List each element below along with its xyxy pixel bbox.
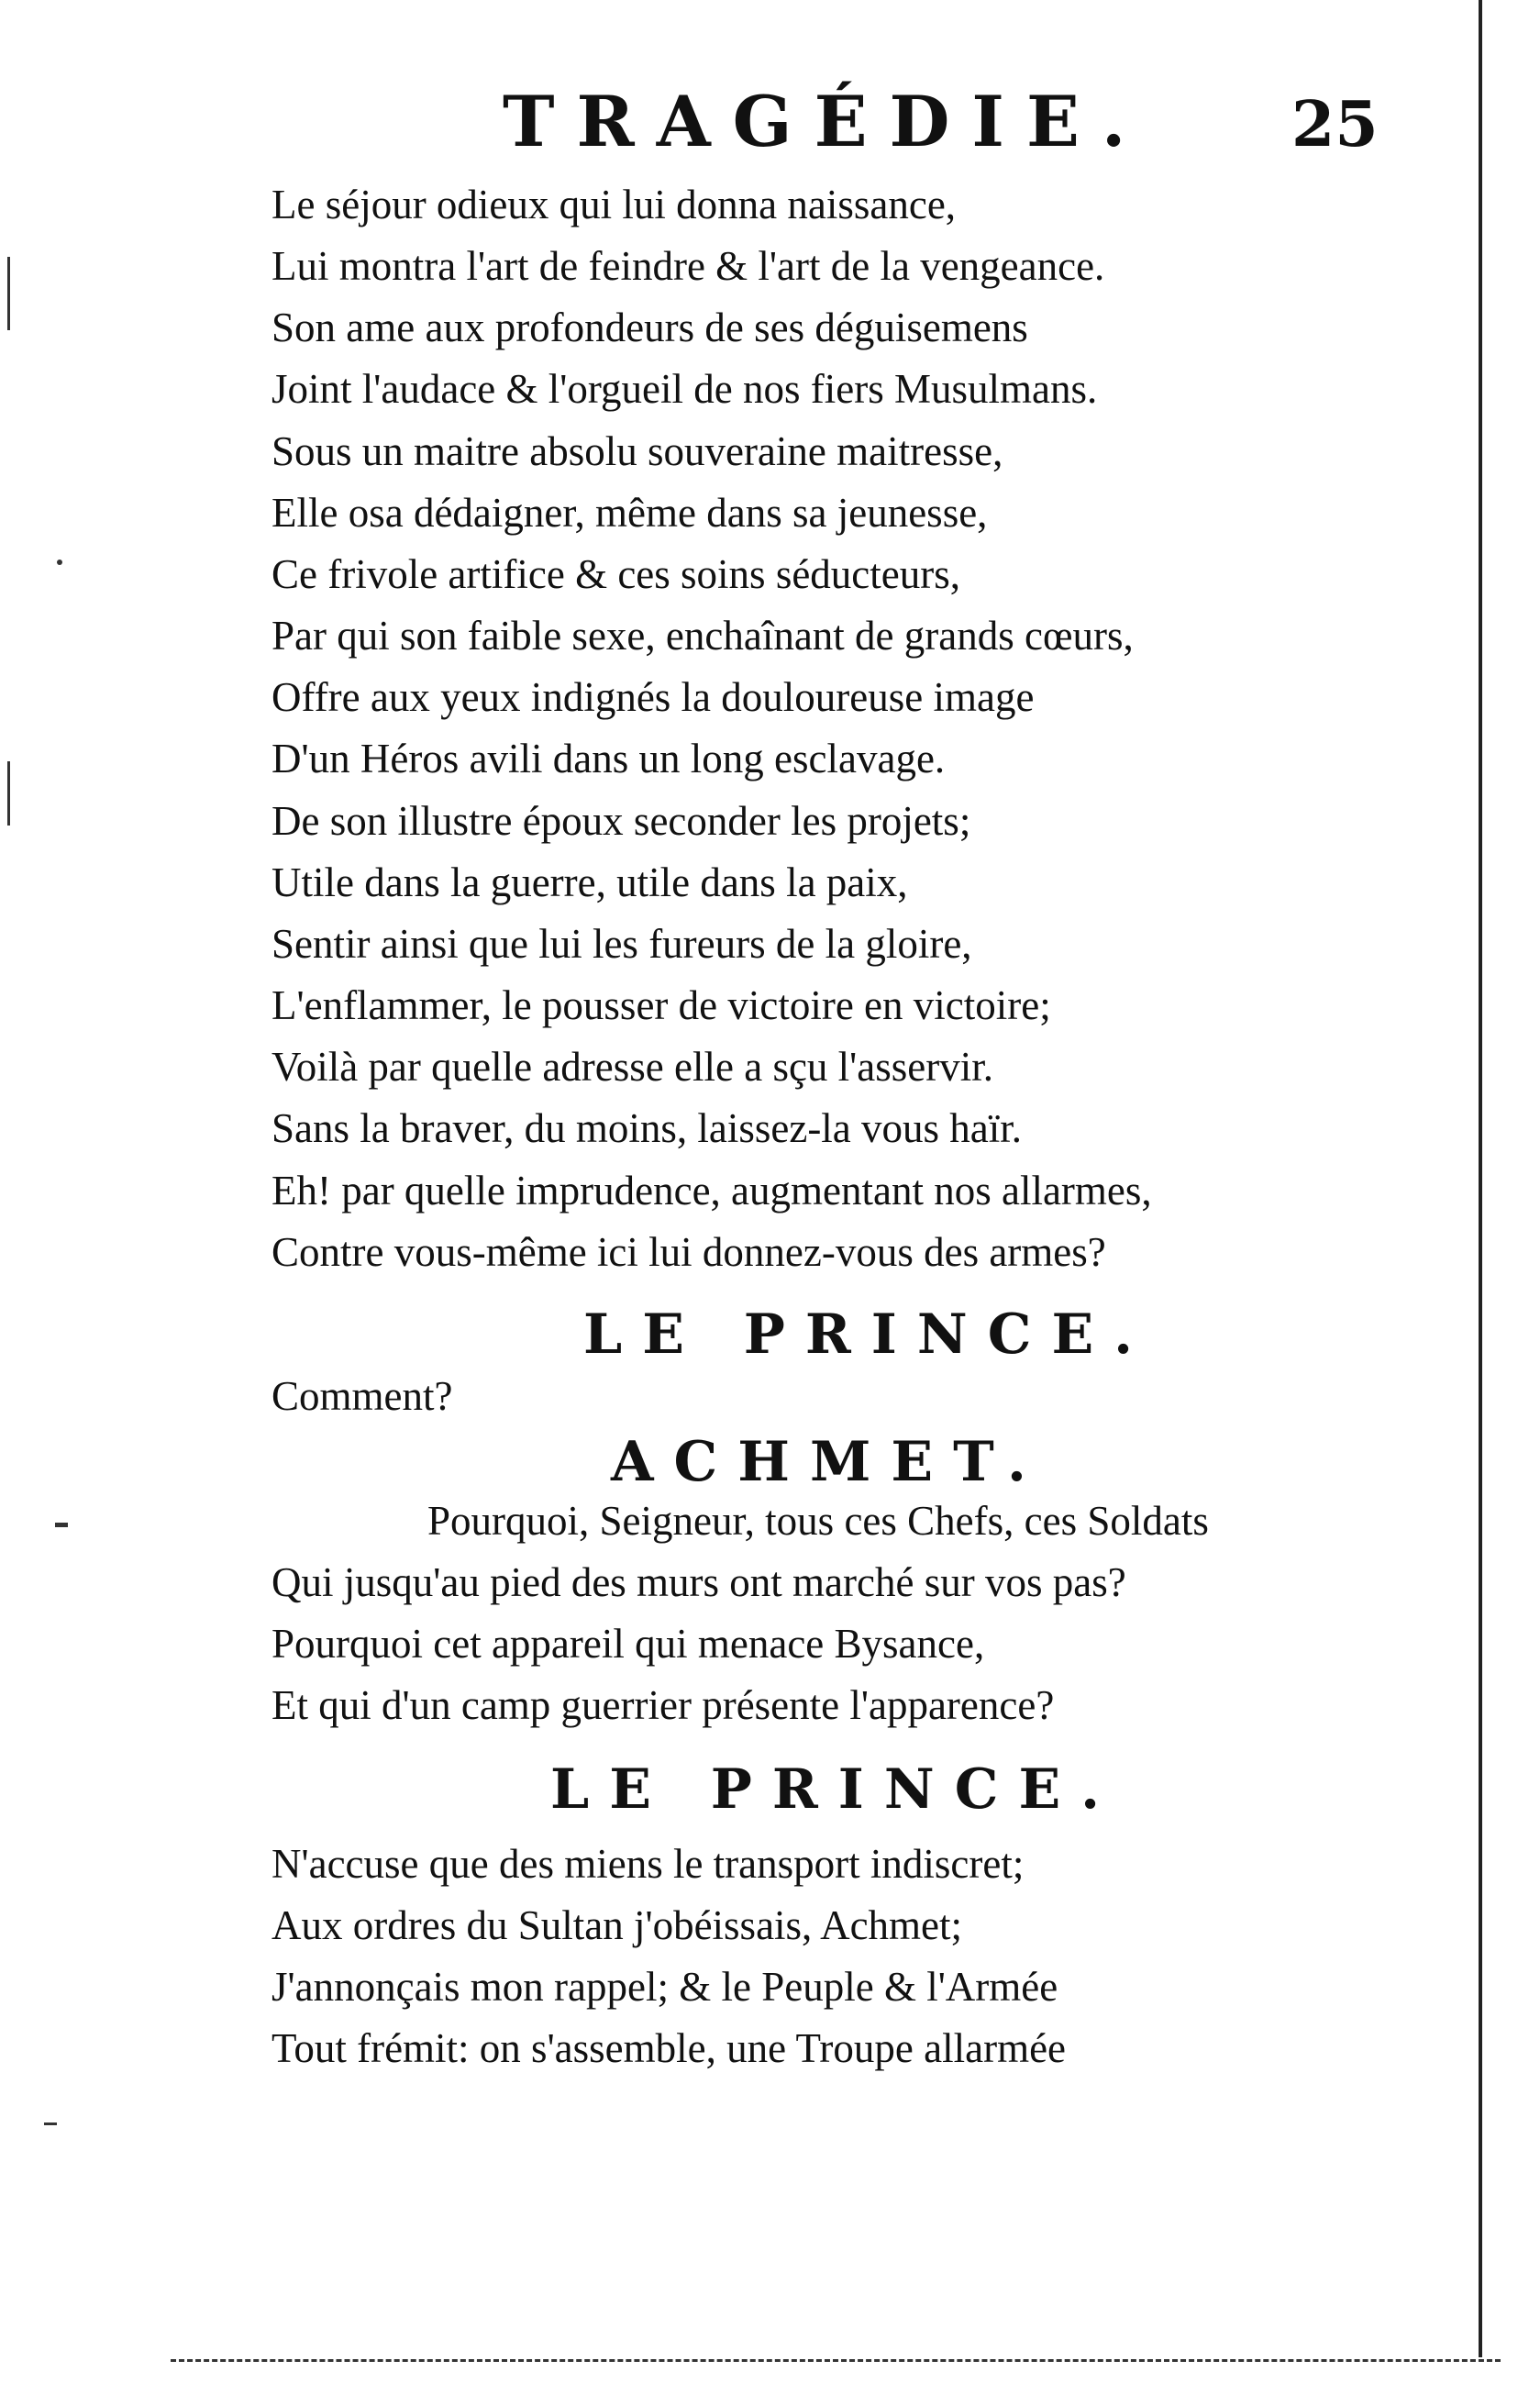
margin-mark	[7, 761, 10, 826]
verse-line: Qui jusqu'au pied des murs ont marché sur vos pas?	[271, 1559, 1126, 1605]
margin-mark	[55, 1523, 68, 1527]
verse-line: Pourquoi, Seigneur, tous ces Chefs, ces Soldats	[427, 1498, 1209, 1544]
page-number: 25	[1291, 88, 1379, 161]
verse-line: Comment?	[271, 1373, 453, 1419]
margin-mark	[57, 560, 62, 565]
verse-line: De son illustre époux seconder les projets;	[271, 798, 971, 844]
verse-line: Contre vous-même ici lui donnez-vous des armes?	[271, 1229, 1106, 1275]
verse-line: Utile dans la guerre, utile dans la paix,	[271, 859, 908, 905]
verse-line: Lui montra l'art de feindre & l'art de la vengeance.	[271, 243, 1105, 289]
verse-line: D'un Héros avili dans un long esclavage.	[271, 736, 946, 781]
margin-mark	[7, 257, 10, 330]
verse-line: Sentir ainsi que lui les fureurs de la gloire,	[271, 921, 972, 967]
verse-line: Le séjour odieux qui lui donna naissance,	[271, 182, 957, 227]
verse-line: L'enflammer, le pousser de victoire en victoire;	[271, 982, 1051, 1028]
verse-line: J'annonçais mon rappel; & le Peuple & l'Armée	[271, 1964, 1058, 2010]
verse-line: Tout frémit: on s'assemble, une Troupe allarmée	[271, 2025, 1067, 2071]
verse-line: Sous un maitre absolu souveraine maitresse,	[271, 428, 1003, 474]
margin-mark	[44, 2122, 57, 2125]
verse-line: N'accuse que des miens le transport indiscret;	[271, 1841, 1025, 1887]
verse-line: Offre aux yeux indignés la douloureuse image	[271, 674, 1035, 720]
verse-line: Joint l'audace & l'orgueil de nos fiers Musulmans.	[271, 366, 1098, 412]
right-edge-rule	[1479, 0, 1482, 2357]
verse-line: Et qui d'un camp guerrier présente l'apparence?	[271, 1682, 1055, 1728]
verse-line: Par qui son faible sexe, enchaînant de grands cœurs,	[271, 613, 1134, 659]
verse-line: Son ame aux profondeurs de ses déguisemens	[271, 305, 1028, 350]
speaker-name: LE PRINCE.	[583, 1302, 1154, 1367]
running-title: TRAGÉDIE.	[503, 81, 1148, 162]
verse-line: Voilà par quelle adresse elle a sçu l'asservir.	[271, 1044, 993, 1090]
bottom-edge-rule	[171, 2359, 1501, 2362]
verse-line: Aux ordres du Sultan j'obéissais, Achmet;	[271, 1902, 963, 1948]
speaker-name: ACHMET.	[611, 1430, 1047, 1494]
verse-line: Eh! par quelle imprudence, augmentant nos allarmes,	[271, 1168, 1152, 1214]
verse-line: Pourquoi cet appareil qui menace Bysance,	[271, 1621, 985, 1667]
verse-line: Elle osa dédaigner, même dans sa jeunesse,	[271, 490, 988, 536]
speaker-name: LE PRINCE.	[550, 1757, 1121, 1822]
verse-line: Sans la braver, du moins, laissez-la vous haïr.	[271, 1105, 1023, 1151]
verse-line: Ce frivole artifice & ces soins séducteurs,	[271, 551, 961, 597]
